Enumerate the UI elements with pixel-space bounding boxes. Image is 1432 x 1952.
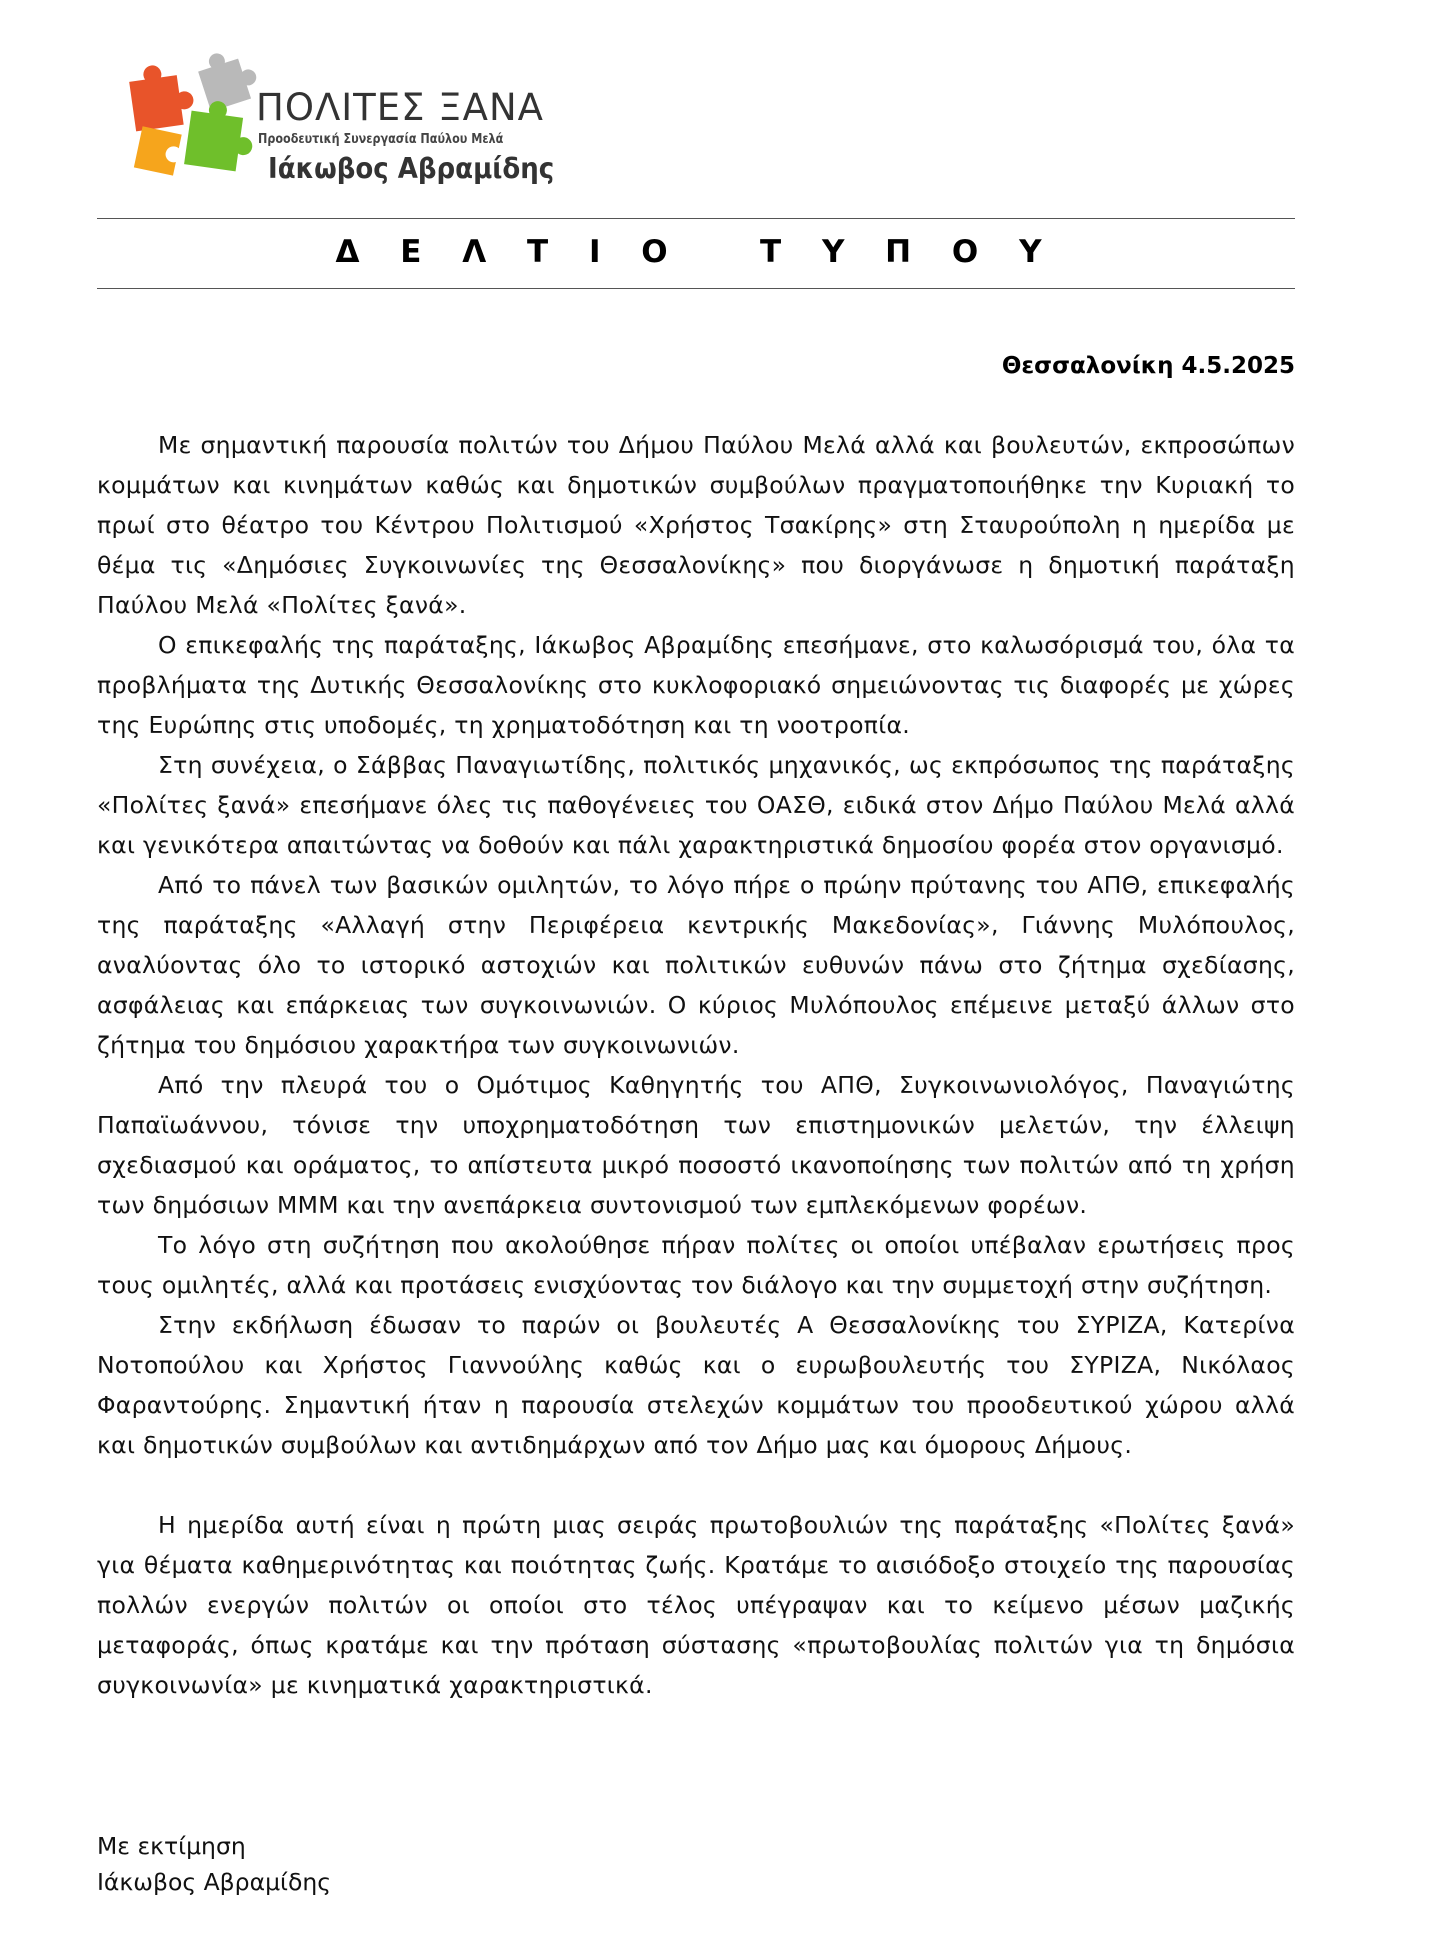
signoff-name: Ιάκωβος Αβραμίδης xyxy=(97,1868,332,1896)
puzzle-logo-icon xyxy=(128,48,258,188)
title-rule-bottom xyxy=(97,288,1295,289)
paragraph: Από την πλευρά του ο Ομότιμος Καθηγητής του ΑΠΘ, Συγκοινωνιολόγος, Παναγιώτης Παπαϊωάννου, τόνισε την υποχρηματοδότηση των επιστημονικών μελετών, την έλλειψη σχεδιασμού και οράματος, το απίστευτα μικρό ποσοστό ικανοποίησης των πολιτών από τη χρήση των δημόσιων ΜΜΜ και την ανεπάρκεια συντονισμού των εμπλεκόμενων φορέων. xyxy=(97,1071,1295,1219)
paragraph: Στην εκδήλωση έδωσαν το παρών οι βουλευτές Α Θεσσαλονίκης του ΣΥΡΙΖΑ, Κατερίνα Νοτοπούλου και Χρήστος Γιαννούλης καθώς και ο ευρωβουλευτής του ΣΥΡΙΖΑ, Νικόλαος Φαραντούρης. Σημαντική ήταν η παρουσία στελεχών κομμάτων του προοδευτικού χώρου αλλά και δημοτικών συμβούλων και αντιδημάρχων από τον Δήμο μας και όμορους Δήμους. xyxy=(97,1311,1295,1459)
paragraph: Το λόγο στη συζήτηση που ακολούθησε πήραν πολίτες οι οποίοι υπέβαλαν ερωτήσεις προς τους ομιλητές, αλλά και προτάσεις ενισχύοντας τον διάλογο και την συμμετοχή στην συζήτηση. xyxy=(97,1231,1295,1299)
dateline: Θεσσαλονίκη 4.5.2025 xyxy=(1001,353,1295,379)
logo-name: Ιάκωβος Αβραμίδης xyxy=(268,152,555,185)
document-title: Δ Ε Λ Τ Ι Ο Τ Υ Π Ο Υ xyxy=(335,234,1057,270)
party-logo xyxy=(128,48,578,188)
signoff-closing: Με εκτίμηση xyxy=(97,1832,246,1860)
signoff xyxy=(97,1828,331,1900)
title-rule-top xyxy=(97,218,1295,219)
paragraph: Με σημαντική παρουσία πολιτών του Δήμου Παύλου Μελά αλλά και βουλευτών, εκπροσώπων κομμάτων και κινημάτων καθώς και δημοτικών συμβούλων πραγματοποιήθηκε την Κυριακή το πρωί στο θέατρο του Κέντρου Πολιτισμού «Χρήστος Τσακίρης» στη Σταυρούπολη η ημερίδα με θέμα τις «Δημόσιες Συγκοινωνίες της Θεσσαλονίκης» που διοργάνωσε η δημοτική παράταξη Παύλου Μελά «Πολίτες ξανά». xyxy=(97,431,1295,619)
paragraph: Η ημερίδα αυτή είναι η πρώτη μιας σειράς πρωτοβουλιών της παράταξης «Πολίτες ξανά» για θέματα καθημερινότητας και ποιότητας ζωής. Κρατάμε το αισιόδοξο στοιχείο της παρουσίας πολλών ενεργών πολιτών οι οποίοι στο τέλος υπέγραψαν και το κείμενο μέσων μαζικής μεταφοράς, όπως κρατάμε και την πρόταση σύστασης «πρωτοβουλίας πολιτών για τη δημόσια συγκοινωνία» με κινηματικά χαρακτηριστικά. xyxy=(97,1511,1295,1699)
logo-subtitle: Προοδευτική Συνεργασία Παύλου Μελά xyxy=(258,132,504,147)
paragraph: Από το πάνελ των βασικών ομιλητών, το λόγο πήρε ο πρώην πρύτανης του ΑΠΘ, επικεφαλής της παράταξης «Αλλαγή στην Περιφέρεια κεντρικής Μακεδονίας», Γιάννης Μυλόπουλος, αναλύοντας όλο το ιστορικό αστοχιών και πολιτικών ευθυνών πάνω στο ζήτημα σχεδίασης, ασφάλειας και επάρκειας των συγκοινωνιών. Ο κύριος Μυλόπουλος επέμεινε μεταξύ άλλων στο ζήτημα του δημόσιου χαρακτήρα των συγκοινωνιών. xyxy=(97,871,1295,1059)
paragraph: Ο επικεφαλής της παράταξης, Ιάκωβος Αβραμίδης επεσήμανε, στο καλωσόρισμά του, όλα τα προβλήματα της Δυτικής Θεσσαλονίκης στο κυκλοφοριακό σημειώνοντας τις διαφορές με χώρες της Ευρώπης στις υποδομές, τη χρηματοδότηση και τη νοοτροπία. xyxy=(97,631,1295,739)
press-release-body xyxy=(97,425,1295,1705)
paragraph: Στη συνέχεια, ο Σάββας Παναγιωτίδης, πολιτικός μηχανικός, ως εκπρόσωπος της παράταξης «Πολίτες ξανά» επεσήμανε όλες τις παθογένειες του ΟΑΣΘ, ειδικά στον Δήμο Παύλου Μελά αλλά και γενικότερα απαιτώντας να δοθούν και πάλι χαρακτηριστικά δημοσίου φορέα στον οργανισμό. xyxy=(97,751,1295,859)
logo-title: ΠΟΛΙΤΕΣ ΞΑΝΑ xyxy=(256,86,544,129)
